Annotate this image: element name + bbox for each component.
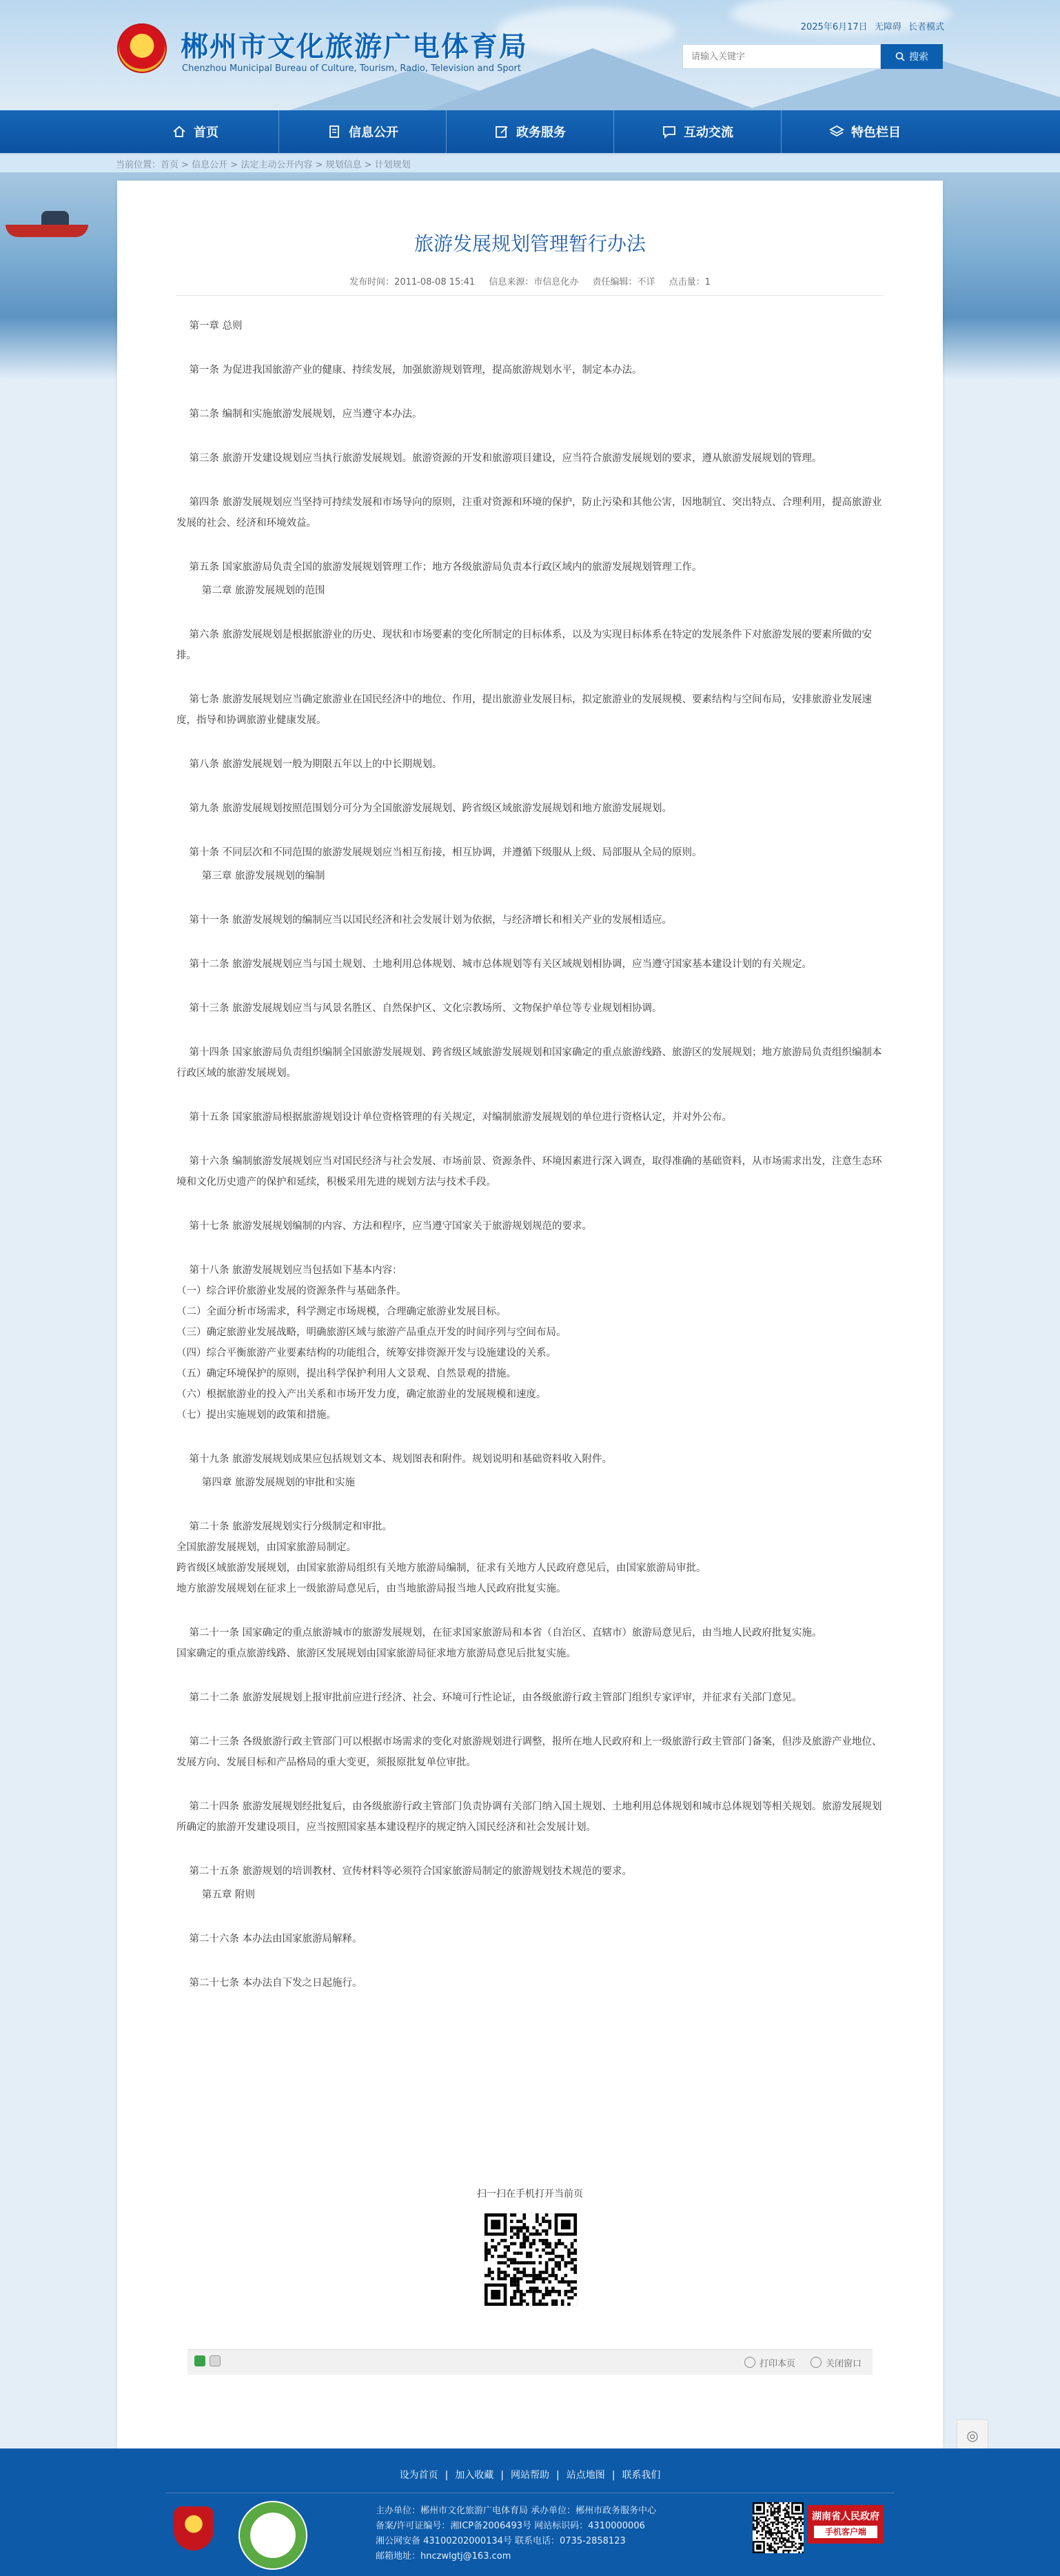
article-paragraph: 第二十七条 本办法自下发之日起施行。: [176, 1978, 363, 1989]
nav-item-home[interactable]: [112, 110, 279, 153]
article-paragraph: 第九条 旅游发展规划按照范围划分可分为全国旅游发展规划、跨省级区域旅游发展规划和地方旅游发展规划。: [176, 803, 673, 814]
footer-icp: 备案/许可证编号：湘ICP备2006493号 网站标识码：4310000006: [376, 2521, 645, 2531]
divider: [176, 295, 884, 296]
hit-count: 点击量：1: [669, 277, 711, 287]
separator: |: [611, 2470, 615, 2481]
article-paragraph: 第八条 旅游发展规划一般为期限五年以上的中长期规划。: [176, 759, 442, 770]
qr-code-icon: [484, 2213, 578, 2306]
nav-item-label: 互动交流: [684, 125, 733, 140]
article-paragraph: 第一条 为促进我国旅游产业的健康、持续发展，加强旅游规划管理，提高旅游规划水平，制定本办法。: [176, 365, 642, 376]
layers-icon: [829, 124, 844, 139]
main-nav: [0, 110, 1060, 154]
publish-date: 发布时间：2011-08-08 15:41: [349, 277, 476, 287]
home-icon: [172, 124, 187, 139]
article-paragraph: 第十五条 国家旅游局根据旅游规划设计单位资格管理的有关规定，对编制旅游发展规划的单位进行资格认定，并对外公布。: [176, 1112, 733, 1123]
article-paragraph: （七）提出实施规划的政策和措施。: [176, 1410, 336, 1421]
article-paragraph: 第十二条 旅游发展规划应当与国土规划、土地利用总体规划、城市总体规划等有关区域规划相协调，应当遵守国家基本建设计划的有关规定。: [176, 959, 813, 970]
article-paragraph: 跨省级区域旅游发展规划，由国家旅游局组织有关地方旅游局编制，征求有关地方人民政府意见后，由国家旅游局审批。: [176, 1563, 706, 1574]
qr-label: 扫一扫在手机打开当前页: [477, 2189, 583, 2200]
breadcrumb[interactable]: 当前位置：首页 > 信息公开 > 法定主动公开内容 > 规划信息 > 计划规划: [116, 160, 411, 170]
weibo-icon: ◎: [966, 2427, 979, 2444]
article-title: 旅游发展规划管理暂行办法: [414, 232, 646, 255]
footer-police-record: 湘公网安备 43100202000134号 联系电话：0735-2858123: [376, 2536, 626, 2546]
article-paragraph: （三）确定旅游业发展战略，明确旅游区域与旅游产品重点开发的时间序列与空间布局。: [176, 1327, 567, 1338]
info-source: 信息来源：市信息化办: [489, 277, 579, 287]
print-label: 打印本页: [759, 2359, 795, 2369]
article-body: [176, 316, 884, 1994]
article-paragraph: 第十九条 旅游发展规划成果应包括规划文本、规划图表和附件。规划说明和基础资料收入附件。: [176, 1454, 613, 1465]
article-paragraph: 第十一条 旅游发展规划的编制应当以国民经济和社会发展计划为依据，与经济增长和相关产业的发展相适应。: [176, 915, 673, 926]
site-footer: [0, 2448, 1060, 2576]
footer-link-sitemap[interactable]: 站点地图: [566, 2470, 605, 2481]
nav-item-label: 信息公开: [349, 125, 398, 140]
top-links: [797, 19, 944, 32]
boat-decoration: [6, 225, 88, 237]
footer-qr-code-icon: [753, 2502, 804, 2553]
nav-item-label: 特色栏目: [851, 125, 901, 140]
footer-link-help[interactable]: 网站帮助: [511, 2470, 549, 2481]
article-paragraph: 第五条 国家旅游局负责全国的旅游发展规划管理工作；地方各级旅游局负责本行政区域内的旅游发展规划管理工作。: [176, 562, 702, 573]
footer-link-contact[interactable]: 联系我们: [622, 2470, 661, 2481]
search-button[interactable]: [881, 44, 943, 69]
article-card: [117, 181, 943, 2448]
separator: |: [445, 2470, 449, 2481]
editor: 责任编辑：不详: [592, 277, 655, 287]
article-toolbar: [187, 2349, 873, 2375]
separator: |: [500, 2470, 504, 2481]
article-paragraph: （四）综合平衡旅游产业要素结构的功能组合，统筹安排资源开发与设施建设的关系。: [176, 1348, 556, 1359]
edit-icon: [494, 124, 509, 139]
wechat-share-icon[interactable]: [194, 2355, 205, 2366]
elder-mode-link[interactable]: 长者模式: [908, 22, 944, 32]
footer-link-set-home[interactable]: 设为首页: [399, 2470, 438, 2481]
nav-item-label: 政务服务: [516, 125, 566, 140]
government-logo-icon[interactable]: [238, 2501, 307, 2570]
boat-cabin-decoration: [41, 211, 69, 226]
site-subtitle-english: Chenzhou Municipal Bureau of Culture, Tourism, Radio, Television and Sport: [182, 63, 521, 74]
close-window-button[interactable]: [811, 2356, 862, 2369]
article-paragraph: 第二章 旅游发展规划的范围: [176, 585, 325, 596]
nav-item-info-disclosure[interactable]: [279, 110, 447, 153]
article-paragraph: 第七条 旅游发展规划应当确定旅游业在国民经济中的地位、作用，提出旅游业发展目标，拟定旅游业的发展规模、要素结构与空间布局，安排旅游业发展速度，指导和协调旅游业健康发展。: [176, 694, 873, 726]
article-paragraph: 第二条 编制和实施旅游发展规划，应当遵守本办法。: [176, 409, 422, 420]
footer-email: 邮箱地址：hnczwlgtj@163.com: [376, 2551, 511, 2562]
article-paragraph: （二）全面分析市场需求，科学测定市场规模，合理确定旅游业发展目标。: [176, 1306, 507, 1317]
gov-app-badge[interactable]: [808, 2505, 884, 2544]
national-emblem-icon: [117, 23, 167, 73]
close-label: 关闭窗口: [825, 2359, 862, 2369]
site-header: [0, 0, 1060, 110]
nav-item-interaction[interactable]: [614, 110, 782, 153]
nav-item-featured[interactable]: [782, 110, 948, 153]
article-paragraph: 第十条 不同层次和不同范围的旅游发展规划应当相互衔接，相互协调，并遵循下级服从上级、局部服从全局的原则。: [176, 847, 702, 858]
article-paragraph: （六）根据旅游业的投入产出关系和市场开发力度，确定旅游业的发展规模和速度。: [176, 1389, 547, 1400]
nav-item-government-services[interactable]: [447, 110, 614, 153]
article-paragraph: 第十八条 旅游发展规划应当包括如下基本内容：: [176, 1265, 402, 1276]
separator: |: [556, 2470, 560, 2481]
article-paragraph: 第十六条 编制旅游发展规划应当对国民经济与社会发展、市场前景、资源条件、环境因素进行深入调查，取得准确的基础资料，从市场需求出发，注意生态环境和文化历史遗产的保护和延续，积极采用先进的规划方法与技术手段。: [176, 1156, 882, 1188]
article-paragraph: 全国旅游发展规划，由国家旅游局制定。: [176, 1542, 356, 1553]
article-paragraph: 第四条 旅游发展规划应当坚持可持续发展和市场导向的原则，注重对资源和环境的保护，防止污染和其他公害，因地制宜、突出特点、合理利用，提高旅游业发展的社会、经济和环境效益。: [176, 497, 882, 529]
footer-links: [0, 2468, 1060, 2482]
footer-link-favorite[interactable]: 加入收藏: [455, 2470, 494, 2481]
article-paragraph: 国家确定的重点旅游线路、旅游区发展规划由国家旅游局征求地方旅游局意见后批复实施。: [176, 1648, 576, 1659]
weibo-share-icon[interactable]: [210, 2355, 221, 2366]
footer-info: [376, 2504, 734, 2564]
article-paragraph: 第四章 旅游发展规划的审批和实施: [176, 1477, 355, 1488]
search-icon: [895, 52, 905, 61]
article-paragraph: 第二十四条 旅游发展规划经批复后，由各级旅游行政主管部门负责协调有关部门纳入国土规划、土地利用总体规划和城市总体规划等相关规划。旅游发展规划所确定的旅游开发建设项目，应当按照国家基本建设程序的规定纳入国民经济和社会发展计划。: [176, 1801, 882, 1833]
search-input[interactable]: [682, 44, 881, 69]
footer-sponsor: 主办单位：郴州市文化旅游广电体育局 承办单位：郴州市政务服务中心: [376, 2506, 657, 2516]
breadcrumb-bar: [0, 153, 1060, 172]
article-paragraph: 第二十二条 旅游发展规划上报审批前应进行经济、社会、环境可行性论证，由各级旅游行政主管部门组织专家评审，并征求有关部门意见。: [176, 1692, 802, 1703]
article-paragraph: 第二十五条 旅游规划的培训教材、宣传材料等必须符合国家旅游局制定的旅游规划技术规范的要求。: [176, 1866, 633, 1877]
article-paragraph: 第五章 附则: [176, 1889, 255, 1900]
print-button[interactable]: [744, 2356, 795, 2369]
printer-icon: [744, 2357, 755, 2368]
article-paragraph: 地方旅游发展规划在征求上一级旅游局意见后，由当地旅游局报当地人民政府批复实施。: [176, 1583, 567, 1594]
article-meta: [117, 274, 943, 287]
gov-badge-sublabel: 手机客户端: [814, 2526, 877, 2538]
article-paragraph: 第二十六条 本办法由国家旅游局解释。: [176, 1934, 363, 1945]
weibo-float-button[interactable]: [957, 2420, 988, 2451]
article-paragraph: 第二十三条 各级旅游行政主管部门可以根据市场需求的变化对旅游规划进行调整，报所在地人民政府和上一级旅游行政主管部门备案，但涉及旅游产业地位、发展方向、发展目标和产品格局的重大变更，须报原批复单位审批。: [176, 1736, 882, 1768]
article-paragraph: 第六条 旅游发展规划是根据旅游业的历史、现状和市场要素的变化所制定的目标体系，以及为实现目标体系在特定的发展条件下对旅游发展的要素所做的安排。: [176, 629, 873, 661]
close-icon: [811, 2357, 822, 2368]
article-paragraph: 第二十一条 国家确定的重点旅游城市的旅游发展规划，在征求国家旅游局和本省（自治区、直辖市）旅游局意见后，由当地人民政府批复实施。: [176, 1627, 822, 1639]
accessibility-link[interactable]: 无障碍: [874, 22, 901, 32]
article-paragraph: 第三章 旅游发展规划的编制: [176, 871, 325, 882]
nav-item-label: 首页: [194, 125, 218, 140]
date-text: 2025年6月17日: [800, 22, 868, 32]
article-paragraph: （五）确定环境保护的原则，提出科学保护利用人文景观、自然景观的措施。: [176, 1368, 516, 1379]
toolbar-actions: [744, 2356, 862, 2369]
document-icon: [327, 124, 342, 139]
chat-icon: [662, 124, 677, 139]
site-title[interactable]: 郴州市文化旅游广电体育局: [181, 31, 528, 63]
gov-badge-label: 湖南省人民政府: [812, 2511, 879, 2522]
article-paragraph: 第十四条 国家旅游局负责组织编制全国旅游发展规划、跨省级区域旅游发展规划和国家确定的重点旅游线路、旅游区的发展规划；地方旅游局负责组织编制本行政区域的旅游发展规划。: [176, 1047, 882, 1079]
article-paragraph: 第十三条 旅游发展规划应当与风景名胜区、自然保护区、文化宗教场所、文物保护单位等专业规划相协调。: [176, 1003, 662, 1014]
share-icons: [194, 2355, 221, 2366]
article-paragraph: 第二十条 旅游发展规划实行分级制定和审批。: [176, 1521, 393, 1532]
article-paragraph: 第一章 总则: [176, 321, 243, 332]
article-paragraph: 第十七条 旅游发展规划编制的内容、方法和程序，应当遵守国家关于旅游规划规范的要求。: [176, 1221, 593, 1232]
article-paragraph: （一）综合评价旅游业发展的资源条件与基础条件。: [176, 1286, 407, 1297]
article-paragraph: 第三条 旅游开发建设规划应当执行旅游发展规划。旅游资源的开发和旅游项目建设，应当符合旅游发展规划的要求，遵从旅游发展规划的管理。: [176, 453, 822, 464]
search-button-label: 搜索: [909, 52, 928, 63]
police-emblem-icon: [174, 2506, 214, 2550]
